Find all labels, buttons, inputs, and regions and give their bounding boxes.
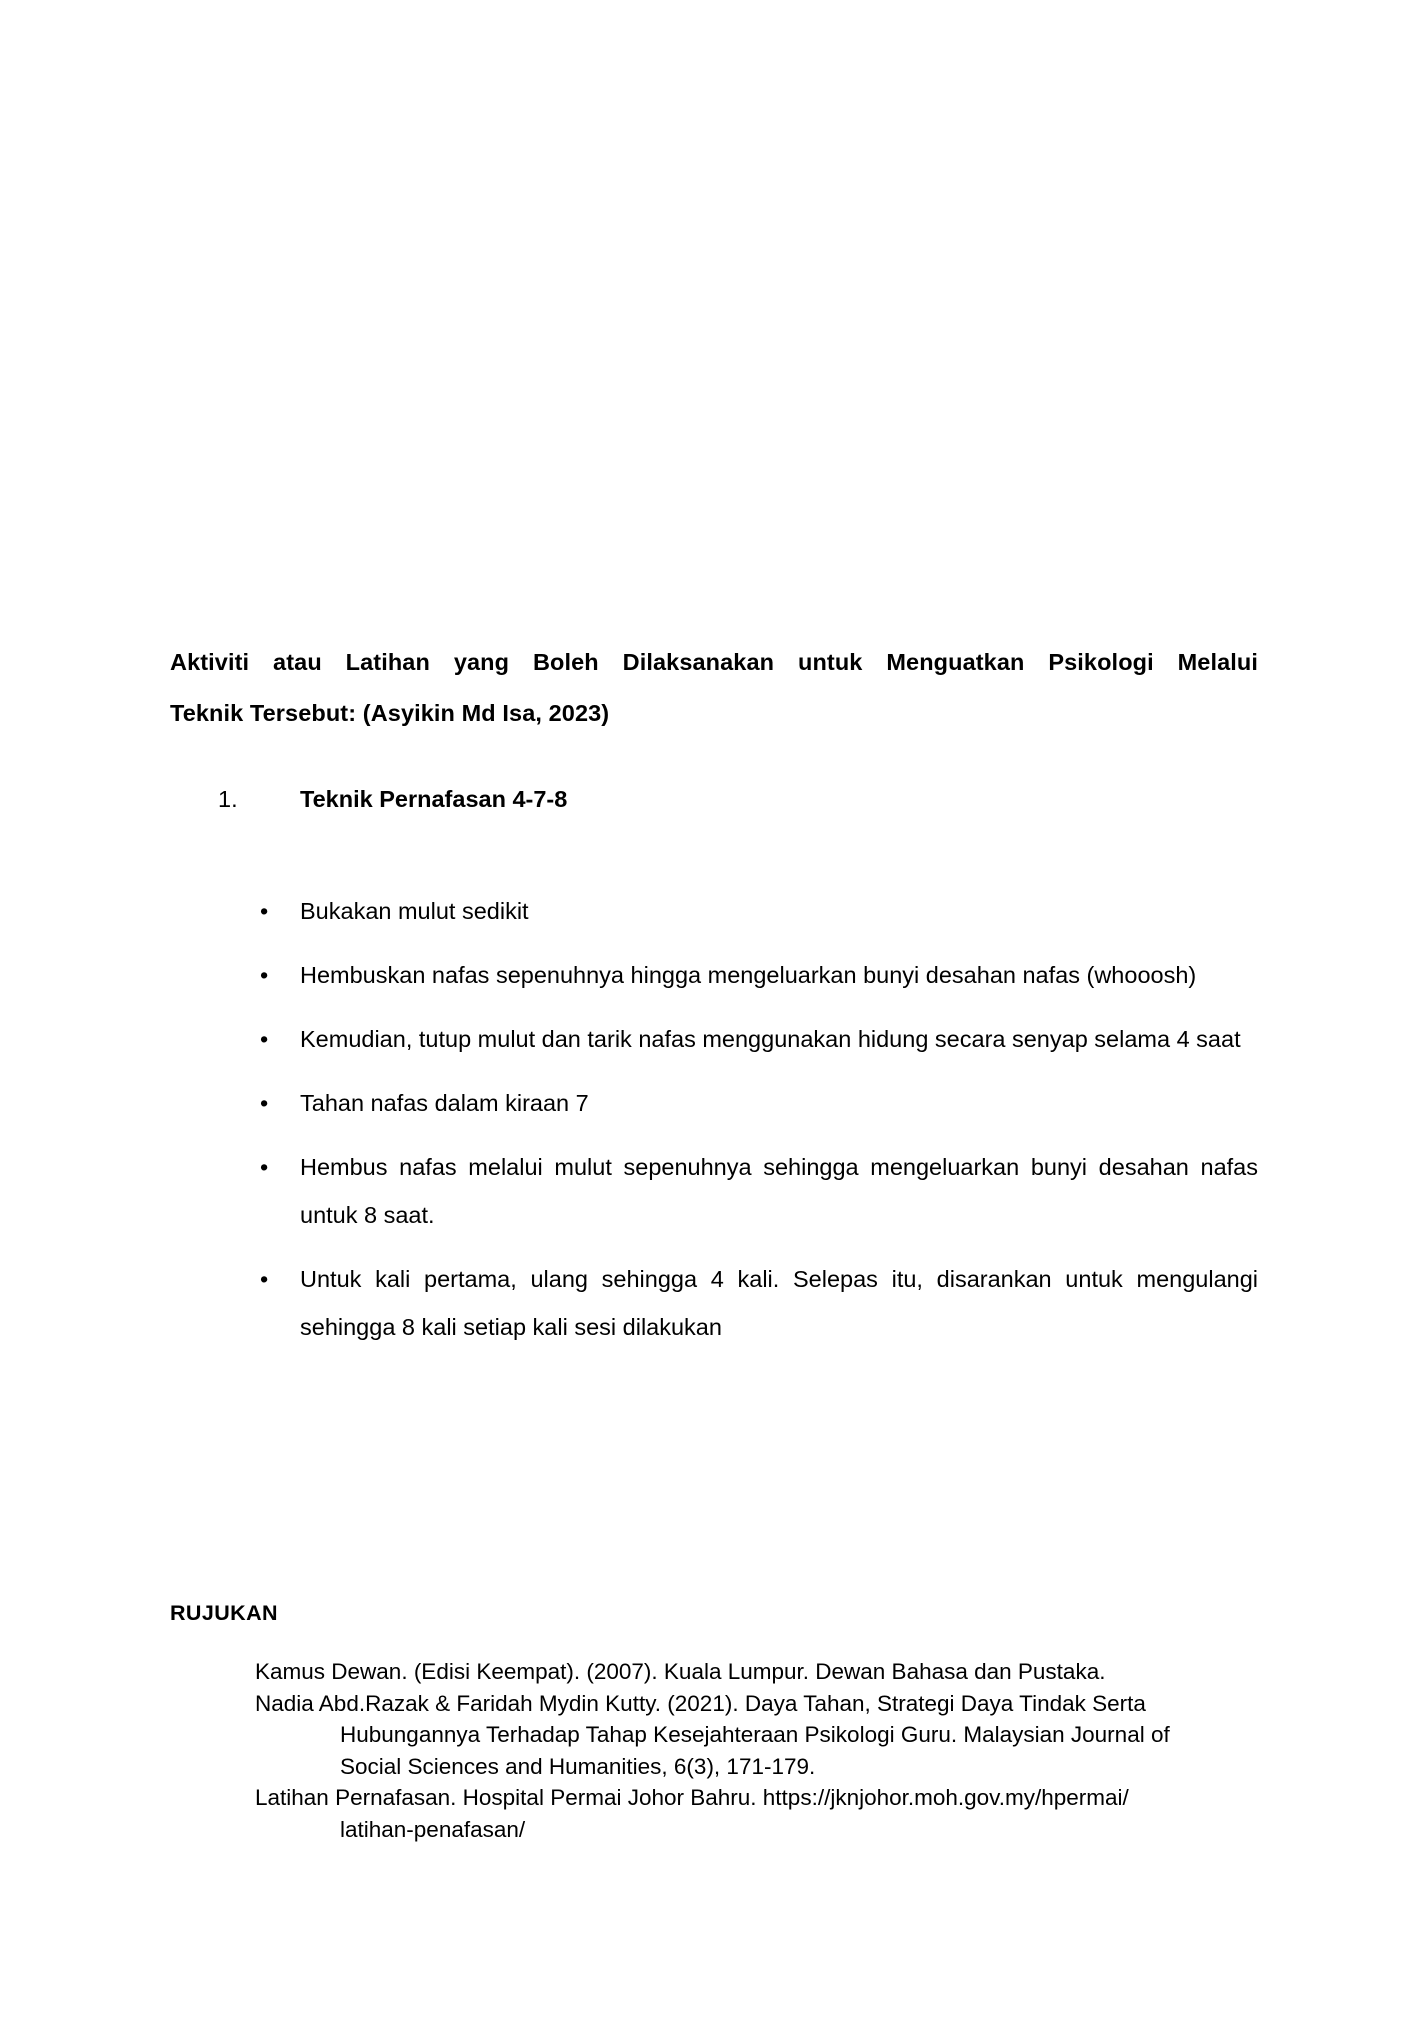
reference-line: Social Sciences and Humanities, 6(3), 171-179. — [340, 1753, 816, 1779]
reference-line: Kamus Dewan. (Edisi Keempat). (2007). Kuala Lumpur. Dewan Bahasa dan Pustaka. — [255, 1659, 1106, 1684]
bullet-marker-icon: • — [260, 1090, 269, 1116]
bullet-list-item-text: Tahan nafas dalam kiraan 7 — [300, 1090, 589, 1116]
bullet-list-item — [170, 951, 1258, 999]
references-section — [170, 1598, 1258, 1845]
bullet-marker-icon: • — [260, 1266, 269, 1292]
section-title — [170, 637, 1258, 739]
reference-entry — [170, 1656, 1258, 1688]
numbered-list — [170, 779, 1258, 819]
numbered-list-item-label: Teknik Pernafasan 4-7-8 — [300, 786, 568, 812]
bullet-marker-icon: • — [260, 1026, 269, 1052]
reference-line: Nadia Abd.Razak & Faridah Mydin Kutty. (2021). Daya Tahan, Strategi Daya Tindak Serta — [255, 1690, 1146, 1716]
bullet-list-item — [170, 1015, 1258, 1063]
bullet-marker-icon: • — [260, 1154, 269, 1180]
numbered-list-item — [170, 779, 1258, 819]
bullet-list-item-text: Hembus nafas melalui mulut sepenuhnya sehingga mengeluarkan bunyi desahan nafas untuk 8 saat. — [300, 1154, 1258, 1228]
section-title-line-1: Aktiviti atau Latihan yang Boleh Dilaksanakan untuk Menguatkan Psikologi Melalui — [170, 649, 1258, 675]
references-heading: RUJUKAN — [170, 1601, 278, 1625]
reference-entry — [170, 1782, 1258, 1845]
reference-line: Latihan Pernafasan. Hospital Permai Johor Bahru. https://jknjohor.moh.gov.my/hpermai/ — [255, 1785, 1129, 1810]
bullet-marker-icon: • — [260, 898, 269, 924]
reference-line: Hubungannya Terhadap Tahap Kesejahteraan Psikologi Guru. Malaysian Journal of — [340, 1722, 1170, 1747]
reference-line: latihan-penafasan/ — [340, 1816, 526, 1842]
section-title-line-2: Teknik Tersebut: (Asyikin Md Isa, 2023) — [170, 700, 610, 726]
bullet-list-item — [170, 1255, 1258, 1351]
bullet-list-item — [170, 1079, 1258, 1127]
bullet-marker-icon: • — [260, 962, 269, 988]
bullet-list-item-text: Bukakan mulut sedikit — [300, 898, 529, 924]
numbered-list-item-number: 1. — [218, 786, 238, 812]
bullet-list-item — [170, 887, 1258, 935]
bullet-list-item-text: Untuk kali pertama, ulang sehingga 4 kali. Selepas itu, disarankan untuk mengulangi sehingga 8 kali setiap kali sesi dilakukan — [300, 1266, 1258, 1340]
bullet-list — [170, 887, 1258, 1351]
bullet-list-item-text: Kemudian, tutup mulut dan tarik nafas menggunakan hidung secara senyap selama 4 saat — [300, 1026, 1241, 1052]
bullet-list-item — [170, 1143, 1258, 1239]
bullet-list-item-text: Hembuskan nafas sepenuhnya hingga mengeluarkan bunyi desahan nafas (whooosh) — [300, 962, 1197, 988]
reference-entry — [170, 1688, 1258, 1783]
